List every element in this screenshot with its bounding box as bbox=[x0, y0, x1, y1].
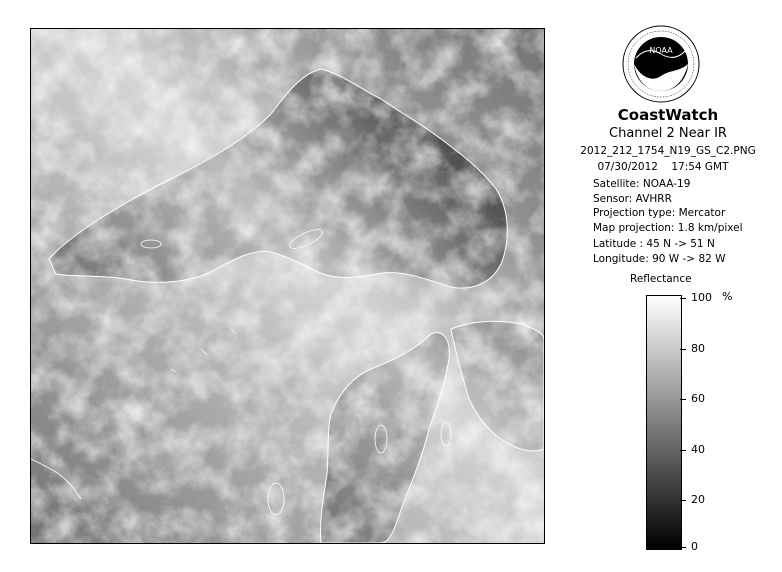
time-label: 17:54 GMT bbox=[671, 161, 729, 173]
colorbar-unit: % bbox=[722, 290, 733, 303]
logo-noaa-text: NOAA bbox=[649, 46, 673, 55]
latitude-label: Latitude : 45 N -> 51 N bbox=[593, 238, 715, 250]
colorbar-tick-label: 20 bbox=[691, 493, 705, 506]
longitude-label: Longitude: 90 W -> 82 W bbox=[593, 253, 726, 265]
colorbar-tick bbox=[680, 547, 686, 548]
map-projection-label: Map projection: 1.8 km/pixel bbox=[593, 222, 743, 234]
brand-title: CoastWatch bbox=[617, 106, 719, 124]
colorbar-title: Reflectance bbox=[630, 273, 692, 285]
colorbar-tick bbox=[680, 298, 686, 299]
colorbar-tick-label: 80 bbox=[691, 342, 705, 355]
sensor-label: Sensor: AVHRR bbox=[593, 193, 672, 205]
colorbar-tick-label: 40 bbox=[691, 443, 705, 456]
colorbar-tick bbox=[680, 450, 686, 451]
channel-label: Channel 2 Near IR bbox=[609, 126, 727, 141]
filename-label: 2012_212_1754_N19_GS_C2.PNG bbox=[580, 145, 756, 157]
satellite-label: Satellite: NOAA-19 bbox=[593, 178, 691, 190]
datetime-row bbox=[578, 160, 748, 175]
colorbar-tick bbox=[680, 399, 686, 400]
projection-type-label: Projection type: Mercator bbox=[593, 207, 726, 219]
colorbar bbox=[646, 295, 682, 550]
noaa-logo bbox=[621, 20, 701, 108]
colorbar-tick-label: 60 bbox=[691, 392, 705, 405]
satellite-image bbox=[30, 28, 545, 544]
colorbar-tick-label: 0 bbox=[691, 540, 698, 553]
colorbar-tick-label: 100 bbox=[691, 291, 712, 304]
colorbar-tick bbox=[680, 349, 686, 350]
colorbar-tick bbox=[680, 500, 686, 501]
date-label: 07/30/2012 bbox=[597, 161, 658, 173]
